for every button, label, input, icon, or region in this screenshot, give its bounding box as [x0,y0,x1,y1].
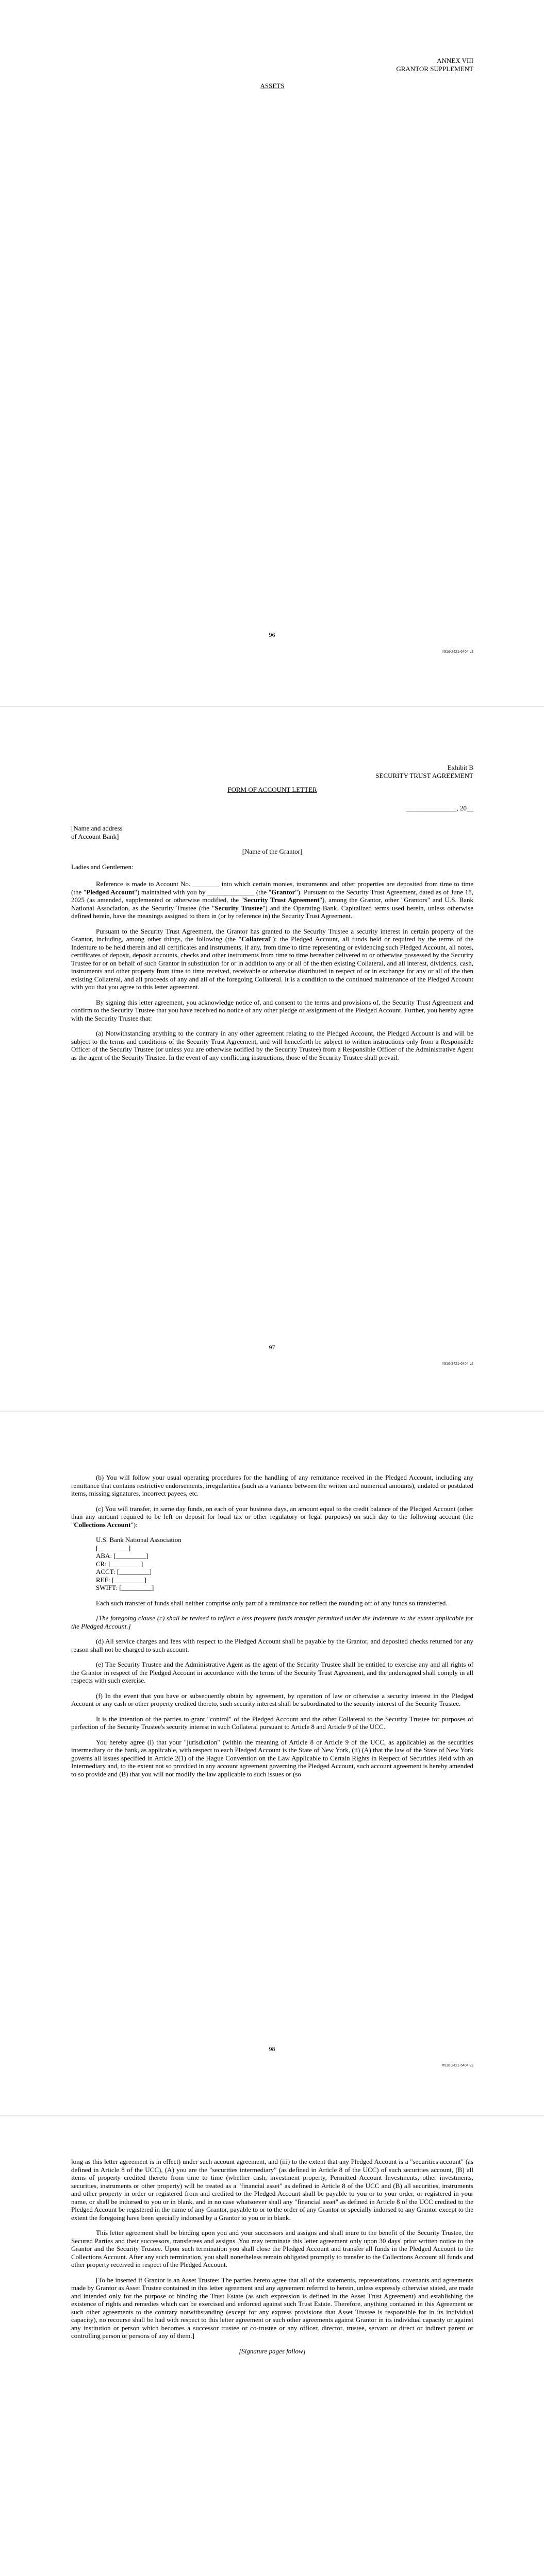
page-number: 96 [269,631,275,638]
exhibit-label: Exhibit B [447,764,473,771]
page-98 [0,1412,544,2115]
bank-line-swift: SWIFT: [_________] [96,1584,154,1591]
page-number: 97 [269,1344,275,1351]
paragraph-b: (b) You will follow your usual operating procedures for the handling of any remittance received in the Pledged Account, including any remittance that contains restrictive endorsements, irregularities (such as a variance between the written and numerical amounts), undated or postdated items, missing signatures, incorrect payees, etc. [71,1473,473,1497]
paragraph-continuation: long as this letter agreement is in effect) under such account agreement, and (iii) to the extent that any Pledged Account is a "securities account" (as defined in Article 8 of the UCC), (A) you are the "securities intermediary" (as defined in Article 8 of the UCC) of such securities account, (B) all items of property credited thereto from time to time (whether cash, investment property, Permitted Account Investments, other investments, securities, instruments or other property) will be treated as a "financial asset" as defined in Article 8 of the UCC and (B) all securities, instruments and other property in order or registered from and credited to the Pledged Account shall be payable to you or to your order, or registered in your name, or shall be indorsed to you or in blank, and in no case whatsoever shall any "financial asset" as defined in Article 8 of the UCC credited to the Pledged Account be registered in the name of any Grantor, payable to or to the order of any Grantor or specially indorsed to any Grantor except to the extent the foregoing have been specially indorsed by a Grantor to you or in blank. [71,2158,473,2222]
bank-name: U.S. Bank National Association [96,1536,182,1544]
address-line-1: [Name and address [71,824,123,832]
salutation: Ladies and Gentlemen: [71,862,134,871]
paragraph-intention: It is the intention of the parties to grant "control" of the Pledged Account and the other Collateral to the Security Trustee for purposes of perfection of the Security Trustee's security interest in such Collateral pursuant to Article 8 and Article 9 of the UCC. [71,1715,473,1731]
bank-details [96,1536,473,1592]
page-99 [0,2116,544,2576]
agreement-label: SECURITY TRUST AGREEMENT [375,771,473,779]
page-96 [0,0,544,706]
paragraph-e: (e) The Security Trustee and the Administrative Agent as the agent of the Security Trustee shall be entitled to exercise any and all rights of the Grantor in respect of the Pledged Account in accordance with the terms of the Security Trust Agreement, and the undersigned shall comply in all respects with such exercise. [71,1660,473,1684]
paragraph-asset-trustee: [To be inserted if Grantor is an Asset Trustee: The parties hereto agree that all of the statements, representations, covenants and agreements made by Grantor as Asset Trustee contained in this letter agreement and any agreement referred to herein, unless expressly otherwise stated, are made and intended only for the purpose of binding the Trust Estate (as such expression is defined in the Asset Trust Agreement) and establishing the existence of rights and remedies which can be exercised and enforced against such Trust Estate. Therefore, anything contained in this Agreement or such other agreements to the contrary notwithstanding (except for any express provisions that Asset Trustee is responsible for in its individual capacity), no recourse shall be had with respect to this letter agreement or such other agreements against Grantor in its individual capacity or against any institution or person which becomes a successor trustee or co-trustee or any officer, director, trustee, servant or direct or indirect parent or controlling person or persons of any of them.] [71,2276,473,2340]
paragraph-security-interest: Pursuant to the Security Trust Agreement, the Grantor has granted to the Security Trustee a security interest in certain property of the Grantor, including, among other things, the following (the "Collateral"): the Pledged Account, all funds held or required by the terms of the Indenture to be held therein and all certificates and instruments, if any, from time to time representing or evidencing such Pledged Account, all notes, certificates of deposit, deposit accounts, checks and other instruments from time to time hereafter delivered to or otherwise possessed by the Security Trustee for or on behalf of such Grantor in substitution for or in addition to any or all of the then existing Collateral, and all interest, dividends, cash, instruments and other property from time to time received, receivable or otherwise distributed in respect of or in exchange for any or all of the then existing Collateral, and all proceeds of any and all of the foregoing Collateral. It is a condition to the continued maintenance of the Pledged Account with you that you agree to this letter agreement. [71,927,473,991]
paragraph-transfer: Each such transfer of funds shall neither comprise only part of a remittance nor reflect the rounding off of any funds so transferred. [96,1599,448,1607]
supplement-label: GRANTOR SUPPLEMENT [396,64,473,73]
address-line-2: of Account Bank] [71,832,119,840]
bank-line-cr: CR: [_________] [96,1560,143,1568]
paragraph-binding: This letter agreement shall be binding upon you and your successors and assigns and shall inure to the benefit of the Security Trustee, the Secured Parties and their successors, transferees and assigns. You may terminate this letter agreement only upon 30 days' prior written notice to the Grantor and the Security Trustee. Upon such termination you shall close the Pledged Account and transfer all funds in the Pledged Account to the Collections Account. After any such termination, you shall nonetheless remain obligated promptly to transfer to the Collections Account all funds and other property received in respect of the Pledged Account. [71,2229,473,2268]
bank-line-aba: ABA: [_________] [96,1552,149,1560]
paragraph-jurisdiction: You hereby agree (i) that your "jurisdiction" (within the meaning of Article 8 or Article 9 of the UCC, as applicable) as the securities intermediary or the bank, as applicable, with respect to each Pledged Account is the State of New York, (ii) (A) that the law of the State of New York governs all issues specified in Article 2(1) of the Hague Convention on the Law Applicable to Certain Rights in Respect of Securities Held with an Intermediary and, to the extent not so provided in any account agreement governing the Pledged Account, such account agreement is hereby amended to so provide and (B) that you will not modify the law applicable to such issues or (so [71,1738,473,1778]
paragraph-f: (f) In the event that you have or subsequently obtain by agreement, by operation of law or otherwise a security interest in the Pledged Account or any cash or other property credited thereto, such security interest shall be subordinated to the security interest of the Security Trustee. [71,1691,473,1707]
paragraph-acknowledgement: By signing this letter agreement, you acknowledge notice of, and consent to the terms and provisions of, the Security Trust Agreement and confirm to the Security Trustee that you have received no notice of any other pledge or assignment of the Pledged Account. Further, you hereby agree with the Security Trustee that: [71,998,473,1022]
bank-line-acct: ACCT: [_________] [96,1568,152,1575]
paragraph-d: (d) All service charges and fees with respect to the Pledged Account shall be payable by the Grantor, and deposited checks returned for any reason shall not be charged to such account. [71,1637,473,1653]
paragraph-a: (a) Notwithstanding anything to the contrary in any other agreement relating to the Pledged Account, the Pledged Account is and will be subject to the terms and conditions of the Security Trust Agreement, and will henceforth be subject to written instructions only from a Responsible Officer of the Security Trustee (or unless you are otherwise notified by the Security Trustee) from a Responsible Officer of the Administrative Agent as the agent of the Security Trustee. In the event of any conflicting instructions, those of the Security Trustee shall prevail. [71,1029,473,1061]
annex-header [71,57,473,90]
paragraph-revision-note: [The foregoing clause (c) shall be revised to reflect a less frequent funds transfer permitted under the Indenture to the extent applicable for the Pledged Account.] [71,1614,473,1630]
grantor-name: [Name of the Grantor] [242,848,303,855]
exhibit-body [71,764,473,1061]
bank-line-1: [_________] [96,1544,131,1552]
doc-code: #916-2421-6404 v2 [442,650,473,654]
bank-line-ref: REF: [_________] [96,1575,146,1584]
letter-body-continued [71,2158,473,2355]
letter-body [71,1473,473,1778]
annex-label: ANNEX VIII [437,57,473,64]
doc-code: #916-2421-6404 v2 [442,1362,473,1366]
page-number: 98 [269,2045,275,2053]
page-97 [0,707,544,1411]
paragraph-c: (c) You will transfer, in same day funds, on each of your business days, an amount equal to the credit balance of the Pledged Account (other than any amount required to be left on deposit for local tax or other regulatory or legal purposes) on such day to the following account (the "Collections Account"): [71,1504,473,1529]
doc-code: #916-2421-6404 v2 [442,2064,473,2067]
assets-title: ASSETS [260,82,285,90]
date-line: _______________, 20__ [406,804,473,812]
paragraph-reference: Reference is made to Account No. ________ into which certain monies, instruments and other properties are deposited from time to time (the "Pledged Account") maintained with you by ______________ (the "Grantor"). Pursuant to the Security Trust Agreement, dated as of June 18, 2025 (as amended, supplemented or otherwise modified, the "Security Trust Agreement"), among the Grantor, other "Grantors" and U.S. Bank National Association, as the Security Trustee (the "Security Trustee") and the Operating Bank. Capitalized terms used herein, unless otherwise defined herein, have the meanings assigned to them in (or by reference in) the Security Trust Agreement. [71,880,473,920]
form-title: FORM OF ACCOUNT LETTER [227,786,317,793]
signature-pages-note: [Signature pages follow] [239,2347,306,2355]
